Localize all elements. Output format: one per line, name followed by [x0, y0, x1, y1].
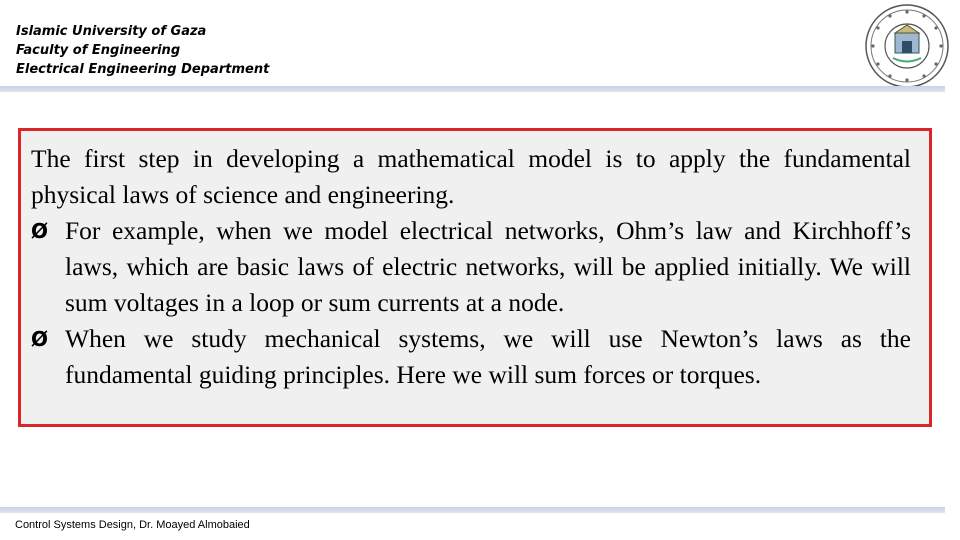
department-name: Electrical Engineering Department	[16, 62, 270, 77]
list-item	[31, 321, 911, 393]
university-name: Islamic University of Gaza	[16, 24, 207, 39]
arrow-bullet-icon: Ø	[31, 327, 49, 351]
footer-text: Control Systems Design, Dr. Moayed Almobaied	[15, 519, 250, 531]
faculty-name: Faculty of Engineering	[16, 43, 181, 58]
list-item	[31, 213, 911, 321]
bullet-text: When we study mechanical systems, we will use Newton’s laws as the fundamental guiding principles. Here we will sum forces or torques.	[65, 324, 911, 389]
institution-header	[16, 22, 269, 79]
university-seal-icon	[864, 3, 950, 89]
footer-divider	[0, 507, 945, 513]
header-divider	[0, 86, 945, 92]
arrow-bullet-icon: Ø	[31, 219, 49, 243]
content-box	[18, 128, 932, 427]
bullet-text: For example, when we model electrical networks, Ohm’s law and Kirchhoff’s laws, which are basic laws of electric networks, will be applied initially. We will sum voltages in a loop or sum currents at a node.	[65, 216, 911, 317]
intro-paragraph: The first step in developing a mathematical model is to apply the fundamental physical laws of science and engineering.	[31, 144, 911, 209]
